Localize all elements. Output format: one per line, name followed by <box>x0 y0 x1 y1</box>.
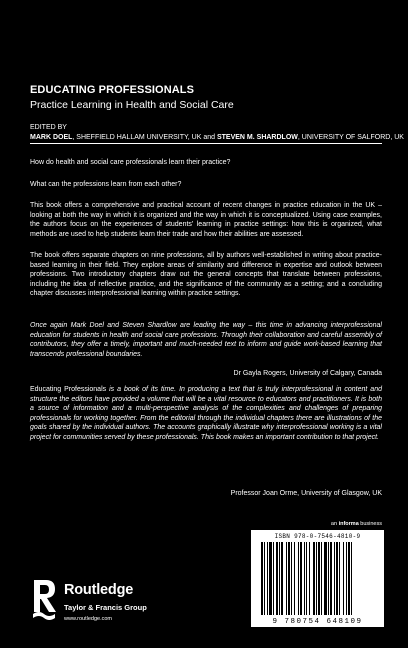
review-attribution-1: Dr Gayla Rogers, University of Calgary, Canada <box>233 370 382 377</box>
review-quote-2-book-title: Educating Professionals <box>30 386 107 393</box>
barcode-bar <box>279 542 280 615</box>
barcode-bar <box>269 542 272 615</box>
blurb-question-1: How do health and social care professionals learn their practice? <box>30 159 231 166</box>
edited-by-label: EDITED BY <box>30 124 67 131</box>
editors-block <box>30 123 404 142</box>
editor2-affiliation: , UNIVERSITY OF SALFORD, UK <box>297 133 404 141</box>
barcode-bar <box>346 542 347 615</box>
informa-business-tag <box>331 521 382 527</box>
barcode-bar <box>330 542 332 615</box>
barcode-bar <box>273 542 274 615</box>
header-divider <box>30 143 382 144</box>
review-quote-2 <box>30 385 382 443</box>
review-attribution-2: Professor Joan Orme, University of Glasgow, UK <box>230 490 382 497</box>
barcode-bar <box>300 542 302 615</box>
barcode-bar <box>343 542 344 615</box>
barcode-bar <box>306 542 307 615</box>
editor1-affiliation: , SHEFFIELD HALLAM UNIVERSITY, UK and <box>72 133 217 141</box>
informa-suffix: business <box>358 521 382 527</box>
blurb-question-2: What can the professions learn from each other? <box>30 181 182 188</box>
book-subtitle: Practice Learning in Health and Social Care <box>30 99 234 111</box>
book-title: EDUCATING PROFESSIONALS <box>30 84 195 96</box>
book-header <box>30 84 388 111</box>
barcode-bar <box>281 542 283 615</box>
informa-prefix: an <box>330 521 339 527</box>
barcode-bar <box>339 542 340 615</box>
editors-line <box>30 133 404 143</box>
barcode-bar <box>348 542 350 615</box>
barcode-bar <box>313 542 315 615</box>
barcode-bar <box>264 542 265 615</box>
barcode-bar <box>304 542 305 615</box>
barcode-bar <box>291 542 292 615</box>
barcode-bar <box>267 542 268 615</box>
barcode-bar <box>288 542 290 615</box>
barcode-bar <box>286 542 287 615</box>
review-quote-1: Once again Mark Doel and Steven Shardlow are leading the way – this time in advancing interprofessional education for students in health and social care professions. Through their collaboration and careful assembly of contributors, they offer a timely, important and much-needed text to inform and guide work-based learning that transcends professional boundaries. <box>30 322 382 358</box>
barcode-bar <box>298 542 299 615</box>
barcode-bar <box>261 542 263 615</box>
editor2-name: STEVEN M. SHARDLOW <box>216 133 298 141</box>
editor1-name: MARK DOEL <box>30 133 73 141</box>
barcode-bar <box>334 542 335 615</box>
barcode-bar <box>276 542 278 615</box>
barcode-bar <box>336 542 338 615</box>
review-quote-2-text: is a book of its time. In producing a text that is truly interprofessional in content and structure the editors have provided a volume that will be a vital resource to educators and practitioners. It is both a source of information and a multi-perspective analysis of the complexities and challenges of preparing professionals for working together. From the editorial through the individual chapters there are illustrations of the goals shared by the individual authors. The accounts graphically illustrate why interprofessional working is a vital project for communities served by these professionals. This book makes an important contribution to that project. <box>30 386 382 441</box>
barcode-bar <box>316 542 317 615</box>
blurb-paragraph-1: This book offers a comprehensive and practical account of recent changes in practice education in the UK – looking at both the way in which it is organized and the way in which it is conceptualized. Using case examples, the authors focus on the experiences of students' learning in practice settings: how this is organized, what methods are used to help students learn their trade and how their abilities are assessed. <box>30 202 382 238</box>
isbn-digits: 9 780754 648109 <box>272 618 363 626</box>
barcode-bar <box>321 542 322 615</box>
barcode-bar <box>351 542 352 615</box>
publisher-url: www.routledge.com <box>64 616 112 622</box>
informa-brand: informa <box>338 521 359 527</box>
publisher-name: Routledge <box>64 582 134 598</box>
barcode-bar <box>328 542 329 615</box>
isbn-label: ISBN 978-0-7546-4810-9 <box>274 533 361 540</box>
barcode-bar <box>309 542 310 615</box>
barcode-bars <box>261 542 375 615</box>
barcode-bar <box>324 542 327 615</box>
barcode-bar <box>318 542 320 615</box>
routledge-logo-icon <box>30 578 58 620</box>
isbn-barcode <box>251 530 384 627</box>
barcode-bar <box>294 542 295 615</box>
publisher-group: Taylor & Francis Group <box>64 603 147 612</box>
blurb-paragraph-2: The book offers separate chapters on nine professions, all by authors well-established in writing about practice-based learning in their field. They explore areas of similarity and difference in expertise and outlook between professions. Two introductory chapters draw out the general concepts that translate between professions, including the idea of reflective practice, and the significance of the community as a setting; and a concluding chapter discusses interprofessional learning within practice settings. <box>30 252 382 298</box>
